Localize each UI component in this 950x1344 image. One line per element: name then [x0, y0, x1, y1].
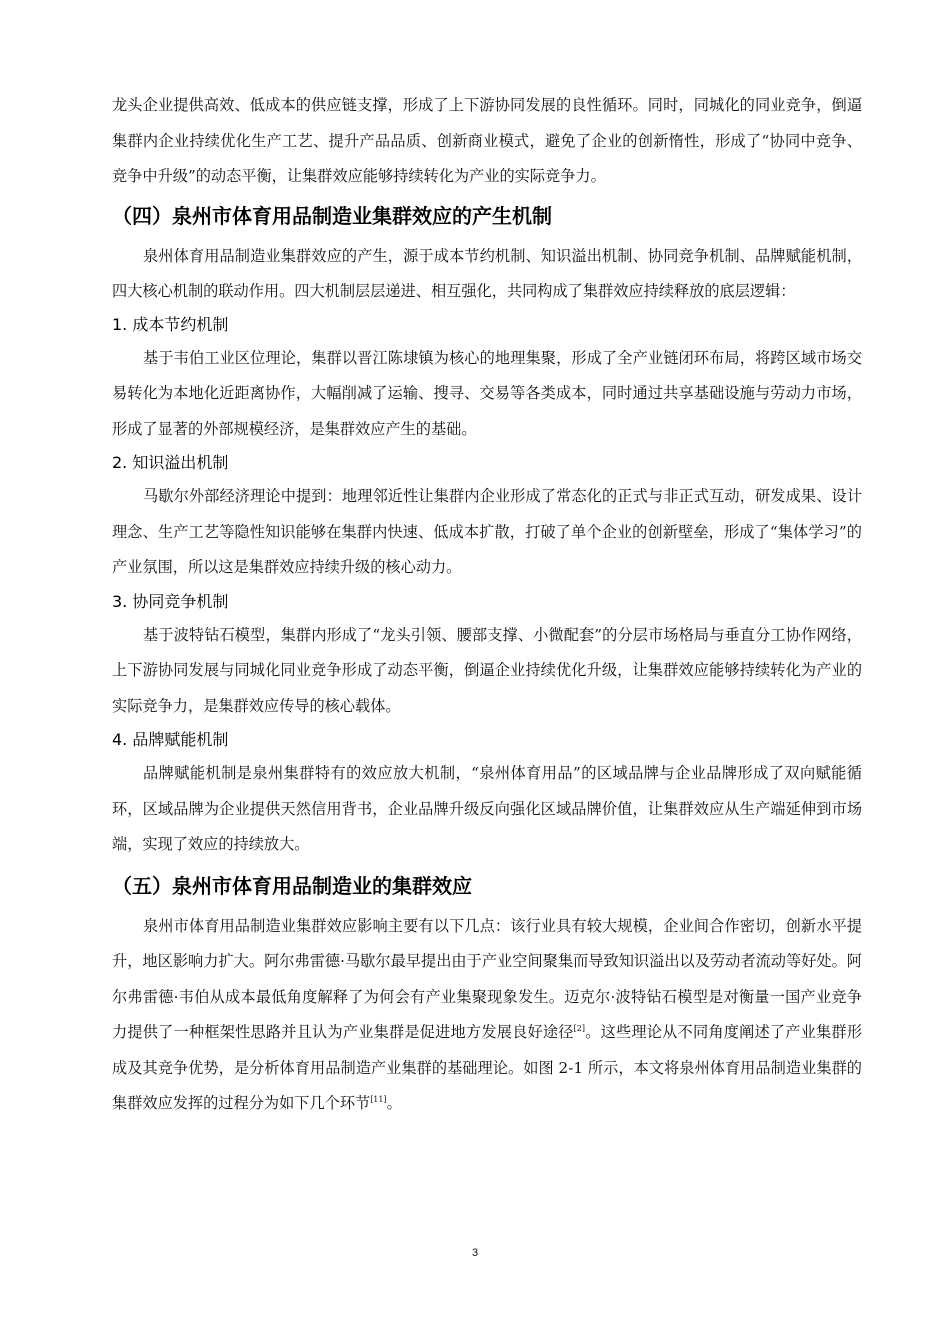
mechanism-3-heading: 3. 协同竞争机制 [112, 591, 229, 611]
section-5-heading: （五）泉州市体育用品制造业的集群效应 [112, 873, 472, 898]
mechanism-2-heading: 2. 知识溢出机制 [112, 453, 229, 472]
mechanism-3-text: 基于波特钻石模型，集群内形成了“龙头引领、腰部支撑、小微配套”的分层市场格局与垂直分工协作网络，上下游协同发展与同城化同业竞争形成了动态平衡，倒逼企业持续优化升级，让集群效应能够持续转化为产业的实际竞争力，是集群效应传导的核心载体。 [112, 625, 862, 715]
citation-2: [2] [573, 1023, 586, 1033]
mechanism-2-text: 马歇尔外部经济理论中提到：地理邻近性让集群内企业形成了常态化的正式与非正式互动，研发成果、设计理念、生产工艺等隐性知识能够在集群内快速、低成本扩散，打破了单个企业的创新壁垒，形成了“集体学习”的产业氛围，所以这是集群效应持续升级的核心动力。 [112, 487, 862, 576]
page-number: 3 [471, 1247, 479, 1259]
mechanism-1-heading: 1. 成本节约机制 [112, 314, 229, 334]
citation-11: [11] [370, 1094, 387, 1104]
document-page [112, 88, 862, 1122]
section-5-text-part-2: 。这些理论从不同角度阐述了产业集群形成及其竞争优势，是分析体育用品制造产业集群的基础理论。如图 2-1 所示，本文将泉州体育用品制造业集群的集群效应发挥的过程分为如下几个环节 [112, 1023, 863, 1112]
section-4-intro: 泉州体育用品制造业集群效应的产生，源于成本节约机制、知识溢出机制、协同竞争机制、品牌赋能机制，四大核心机制的联动作用。四大机制层层递进、相互强化，共同构成了集群效应持续释放的底层逻辑： [112, 246, 862, 300]
section-4-heading: （四）泉州市体育用品制造业集群效应的产生机制 [112, 203, 552, 228]
section-5-paragraph [112, 909, 862, 1122]
section-5-text-part-3: 。 [386, 1094, 402, 1112]
intro-paragraph: 龙头企业提供高效、低成本的供应链支撑，形成了上下游协同发展的良性循环。同时，同城化的同业竞争，倒逼集群内企业持续优化生产工艺、提升产品品质、创新商业模式，避免了企业的创新惰性，形成了“协同中竞争、竞争中升级”的动态平衡，让集群效应能够持续转化为产业的实际竞争力。 [112, 96, 862, 185]
mechanism-1-text: 基于韦伯工业区位理论，集群以晋江陈埭镇为核心的地理集聚，形成了全产业链闭环布局，将跨区域市场交易转化为本地化近距离协作，大幅削减了运输、搜寻、交易等各类成本，同时通过共享基础设施与劳动力市场，形成了显著的外部规模经济，是集群效应产生的基础。 [112, 348, 862, 438]
section-5-text-part-1: 泉州市体育用品制造业集群效应影响主要有以下几点：该行业具有较大规模，企业间合作密切，创新水平提升，地区影响力扩大。阿尔弗雷德·马歇尔最早提出由于产业空间聚集而导致知识溢出以及劳动者流动等好处。阿尔弗雷德·韦伯从成本最低角度解释了为何会有产业集聚现象发生。迈克尔·波特钻石模型是对衡量一国产业竞争力提供了一种框架性思路并且认为产业集群是促进地方发展良好途径 [112, 916, 862, 1041]
mechanism-4-text: 品牌赋能机制是泉州集群特有的效应放大机制，“泉州体育用品”的区域品牌与企业品牌形成了双向赋能循环，区域品牌为企业提供天然信用背书，企业品牌升级反向强化区域品牌价值，让集群效应从生产端延伸到市场端，实现了效应的持续放大。 [112, 764, 862, 853]
mechanism-4-heading: 4. 品牌赋能机制 [112, 730, 229, 749]
